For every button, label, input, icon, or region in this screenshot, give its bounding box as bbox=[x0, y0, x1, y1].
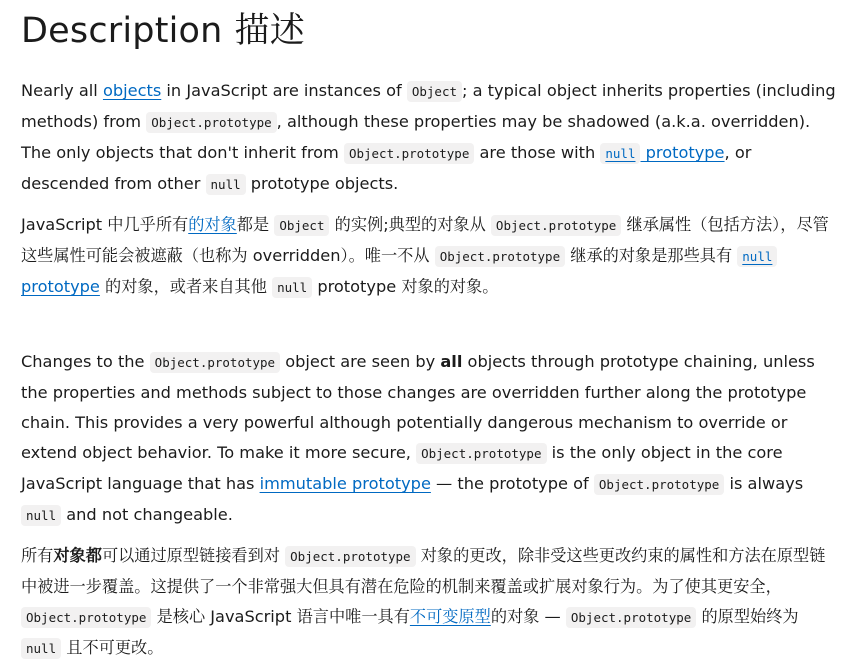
code-object-prototype: Object.prototype bbox=[344, 143, 474, 164]
code-null: null bbox=[737, 246, 777, 267]
heading-chinese: 描述 bbox=[234, 11, 305, 51]
paragraph-zh-changes bbox=[21, 541, 838, 664]
text: 的实例;典型的对象从 bbox=[329, 215, 491, 234]
text: 继承属性（包括方法），尽管这些属性可能会被遮蔽（也称为 overridden）。唯一不从 bbox=[21, 215, 829, 265]
text: — the prototype of bbox=[430, 474, 594, 493]
paragraph-zh-inheritance bbox=[21, 210, 838, 303]
text: objects through prototype chaining, unless the properties and methods subject to those changes are overridden further along the prototype chain. This provides a very powerful although potentially dangerous mechanism to override or extend object behavior. To make it more secure, bbox=[21, 352, 815, 462]
text: is always bbox=[724, 474, 804, 493]
code-object-prototype: Object.prototype bbox=[416, 443, 546, 464]
code-object-prototype: Object.prototype bbox=[566, 607, 696, 628]
text: 继承的对象是那些具有 bbox=[565, 246, 738, 265]
text: 所有 bbox=[21, 546, 54, 565]
heading-english: Description bbox=[21, 11, 223, 51]
text: 的原型始终为 bbox=[696, 607, 799, 626]
bold-all: all bbox=[440, 352, 463, 371]
link-text: prototype bbox=[640, 143, 725, 162]
text: Nearly all bbox=[21, 81, 103, 100]
text: and not changeable. bbox=[61, 505, 233, 524]
text: prototype objects. bbox=[245, 174, 399, 193]
code-null: null bbox=[272, 277, 312, 298]
code-object-prototype: Object.prototype bbox=[21, 607, 151, 628]
text: object are seen by bbox=[280, 352, 441, 371]
immutable-prototype-link[interactable]: immutable prototype bbox=[259, 474, 431, 493]
code-null: null bbox=[600, 143, 640, 164]
text: 的对象，或者来自其他 bbox=[99, 277, 273, 296]
code-object-prototype: Object.prototype bbox=[594, 474, 724, 495]
code-object-prototype: Object.prototype bbox=[146, 112, 276, 133]
text: 的对象 — bbox=[490, 607, 566, 626]
code-object-prototype: Object.prototype bbox=[285, 546, 415, 567]
code-null: null bbox=[21, 505, 61, 526]
text: ; a typical object inherits properties (including methods) from bbox=[21, 81, 836, 131]
text: 且不可更改。 bbox=[61, 638, 164, 657]
code-null: null bbox=[206, 174, 246, 195]
bold-all-objects: 对象都 bbox=[53, 546, 102, 565]
text: JavaScript 中几乎所有 bbox=[21, 215, 189, 234]
code-object-prototype: Object.prototype bbox=[435, 246, 565, 267]
text: Changes to the bbox=[21, 352, 150, 371]
text: , although these properties may be shadowed (a.k.a. overridden). The only objects that don't inherit from bbox=[21, 112, 811, 162]
section-heading bbox=[21, 0, 838, 54]
text: , or descended from other bbox=[21, 143, 752, 193]
paragraph-en-inheritance bbox=[21, 76, 838, 200]
text: 对象的更改，除非受这些更改约束的属性和方法在原型链中被进一步覆盖。这提供了一个非常强大但具有潜在危险的机制来覆盖或扩展对象行为。为了使其更安全， bbox=[21, 546, 826, 596]
text: 可以通过原型链接看到对 bbox=[101, 546, 286, 565]
paragraph-en-changes bbox=[21, 347, 838, 531]
code-object: Object bbox=[407, 81, 462, 102]
link-text: prototype bbox=[21, 277, 100, 296]
code-null: null bbox=[21, 638, 61, 659]
code-object: Object bbox=[274, 215, 329, 236]
code-object-prototype: Object.prototype bbox=[150, 352, 280, 373]
objects-link-zh[interactable]: 的对象 bbox=[188, 215, 237, 234]
text: in JavaScript are instances of bbox=[161, 81, 407, 100]
objects-link[interactable]: objects bbox=[102, 81, 162, 100]
code-object-prototype: Object.prototype bbox=[491, 215, 621, 236]
text: is the only object in the core JavaScript language that has bbox=[21, 443, 783, 493]
immutable-prototype-link-zh[interactable]: 不可变原型 bbox=[409, 607, 491, 626]
null-prototype-link[interactable] bbox=[600, 143, 724, 162]
text: 是核心 JavaScript 语言中唯一具有 bbox=[151, 607, 410, 626]
text: 都是 bbox=[236, 215, 275, 234]
text: are those with bbox=[474, 143, 601, 162]
text: prototype 对象的对象。 bbox=[312, 277, 499, 296]
